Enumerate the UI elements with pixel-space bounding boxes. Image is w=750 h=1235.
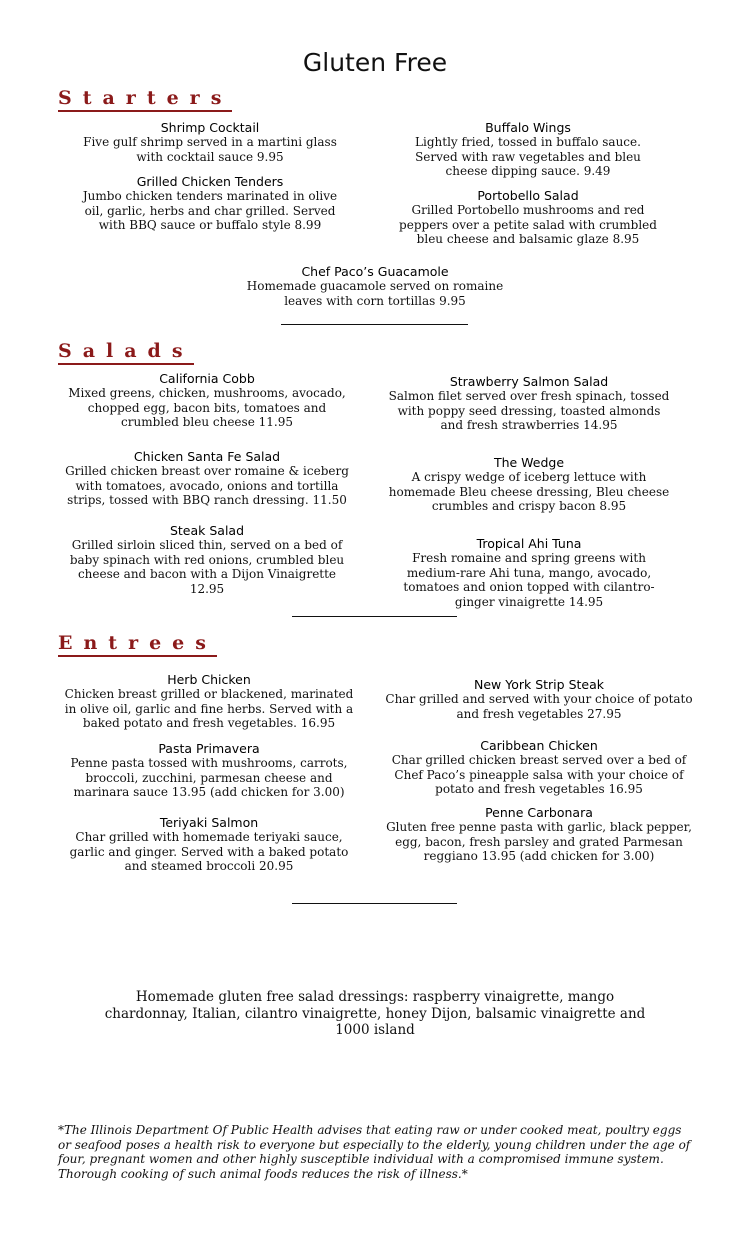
item-description: Chicken breast grilled or blackened, marinated in olive oil, garlic and fine herbs. Served with a baked potato and fresh vegetables. 16.95 <box>64 687 354 730</box>
section-heading-starters: Starters <box>58 87 232 112</box>
menu-item <box>62 371 352 430</box>
item-description: Mixed greens, chicken, mushrooms, avocado, chopped egg, bacon bits, tomatoes and crumbled bleu cheese 11.95 <box>68 386 346 429</box>
item-name: Teriyaki Salmon <box>159 815 259 830</box>
menu-item <box>62 449 352 508</box>
item-name: Penne Carbonara <box>485 805 593 820</box>
section-divider <box>281 324 468 325</box>
item-name: Grilled Chicken Tenders <box>136 174 284 189</box>
item-name: Buffalo Wings <box>485 120 571 135</box>
item-name: California Cobb <box>159 371 255 386</box>
section-heading-salads: Salads <box>58 340 194 365</box>
menu-title: Gluten Free <box>302 48 448 77</box>
health-disclaimer: *The Illinois Department Of Public Health advises that eating raw or under cooked meat, poultry eggs or seafood poses a health risk to everyone but especially to the elderly, young children under the age of four, pregnant women and other highly susceptible individual with a compromised immune system. Thorough cooking of such animal foods reduces the risk of illness.* <box>58 1123 691 1181</box>
item-description: Gluten free penne pasta with garlic, black pepper, egg, bacon, fresh parsley and grated Parmesan reggiano 13.95 (add chicken for 3.00) <box>386 820 692 863</box>
item-description: Penne pasta tossed with mushrooms, carrots, broccoli, zucchini, parmesan cheese and marinara sauce 13.95 (add chicken for 3.00) <box>70 756 348 799</box>
item-description: Fresh romaine and spring greens with medium-rare Ahi tuna, mango, avocado, tomatoes and onion topped with cilantro-ginger vinaigrette 14.95 <box>403 551 655 609</box>
item-name: Pasta Primavera <box>158 741 260 756</box>
menu-item <box>58 815 360 874</box>
item-description: Char grilled with homemade teriyaki sauce, garlic and ginger. Served with a baked potato and steamed broccoli 20.95 <box>69 830 349 873</box>
section-divider <box>292 616 457 617</box>
menu-item <box>398 120 658 179</box>
item-name: Chef Paco’s Guacamole <box>301 264 449 279</box>
item-name: Tropical Ahi Tuna <box>476 536 582 551</box>
menu-item <box>245 264 505 308</box>
menu-item <box>80 120 340 164</box>
item-name: Shrimp Cocktail <box>160 120 260 135</box>
item-description: Grilled Portobello mushrooms and red peppers over a petite salad with crumbled bleu cheese and balsamic glaze 8.95 <box>399 203 657 246</box>
item-description: Grilled sirloin sliced thin, served on a bed of baby spinach with red onions, crumbled bleu cheese and bacon with a Dijon Vinaigrette 12.95 <box>69 538 345 596</box>
item-description: A crispy wedge of iceberg lettuce with homemade Bleu cheese dressing, Bleu cheese crumbles and crispy bacon 8.95 <box>388 470 670 513</box>
item-name: Steak Salad <box>169 523 245 538</box>
menu-item <box>388 374 670 433</box>
menu-item <box>385 677 693 721</box>
item-name: The Wedge <box>493 455 565 470</box>
item-name: Chicken Santa Fe Salad <box>133 449 281 464</box>
menu-item <box>388 455 670 514</box>
menu-item <box>80 174 340 233</box>
item-name: Herb Chicken <box>167 672 251 687</box>
menu-item <box>58 741 360 800</box>
salad-dressings-note: Homemade gluten free salad dressings: raspberry vinaigrette, mango chardonnay, Italian, cilantro vinaigrette, honey Dijon, balsamic vinaigrette and 1000 island <box>104 989 646 1038</box>
item-description: Grilled chicken breast over romaine & iceberg with tomatoes, avocado, onions and tortilla strips, tossed with BBQ ranch dressing. 11.50 <box>65 464 349 507</box>
item-name: New York Strip Steak <box>474 677 604 692</box>
menu-item <box>388 536 670 609</box>
item-description: Lightly fried, tossed in buffalo sauce. Served with raw vegetables and bleu cheese dipping sauce. 9.49 <box>415 135 641 178</box>
menu-item <box>398 188 658 247</box>
item-description: Salmon filet served over fresh spinach, tossed with poppy seed dressing, toasted almonds and fresh strawberries 14.95 <box>388 389 670 432</box>
item-description: Homemade guacamole served on romaine leaves with corn tortillas 9.95 <box>246 279 504 308</box>
item-description: Five gulf shrimp served in a martini glass with cocktail sauce 9.95 <box>83 135 337 164</box>
item-name: Portobello Salad <box>477 188 579 203</box>
item-description: Jumbo chicken tenders marinated in olive oil, garlic, herbs and char grilled. Served with BBQ sauce or buffalo style 8.99 <box>82 189 338 232</box>
menu-item <box>385 738 693 797</box>
item-description: Char grilled and served with your choice of potato and fresh vegetables 27.95 <box>385 692 693 721</box>
item-name: Caribbean Chicken <box>480 738 598 753</box>
menu-item <box>58 672 360 731</box>
section-heading-entrees: Entrees <box>58 632 217 657</box>
menu-item <box>62 523 352 596</box>
item-description: Char grilled chicken breast served over a bed of Chef Paco’s pineapple salsa with your choice of potato and fresh vegetables 16.95 <box>391 753 687 796</box>
item-name: Strawberry Salmon Salad <box>449 374 609 389</box>
section-divider <box>292 903 457 904</box>
menu-item <box>385 805 693 864</box>
